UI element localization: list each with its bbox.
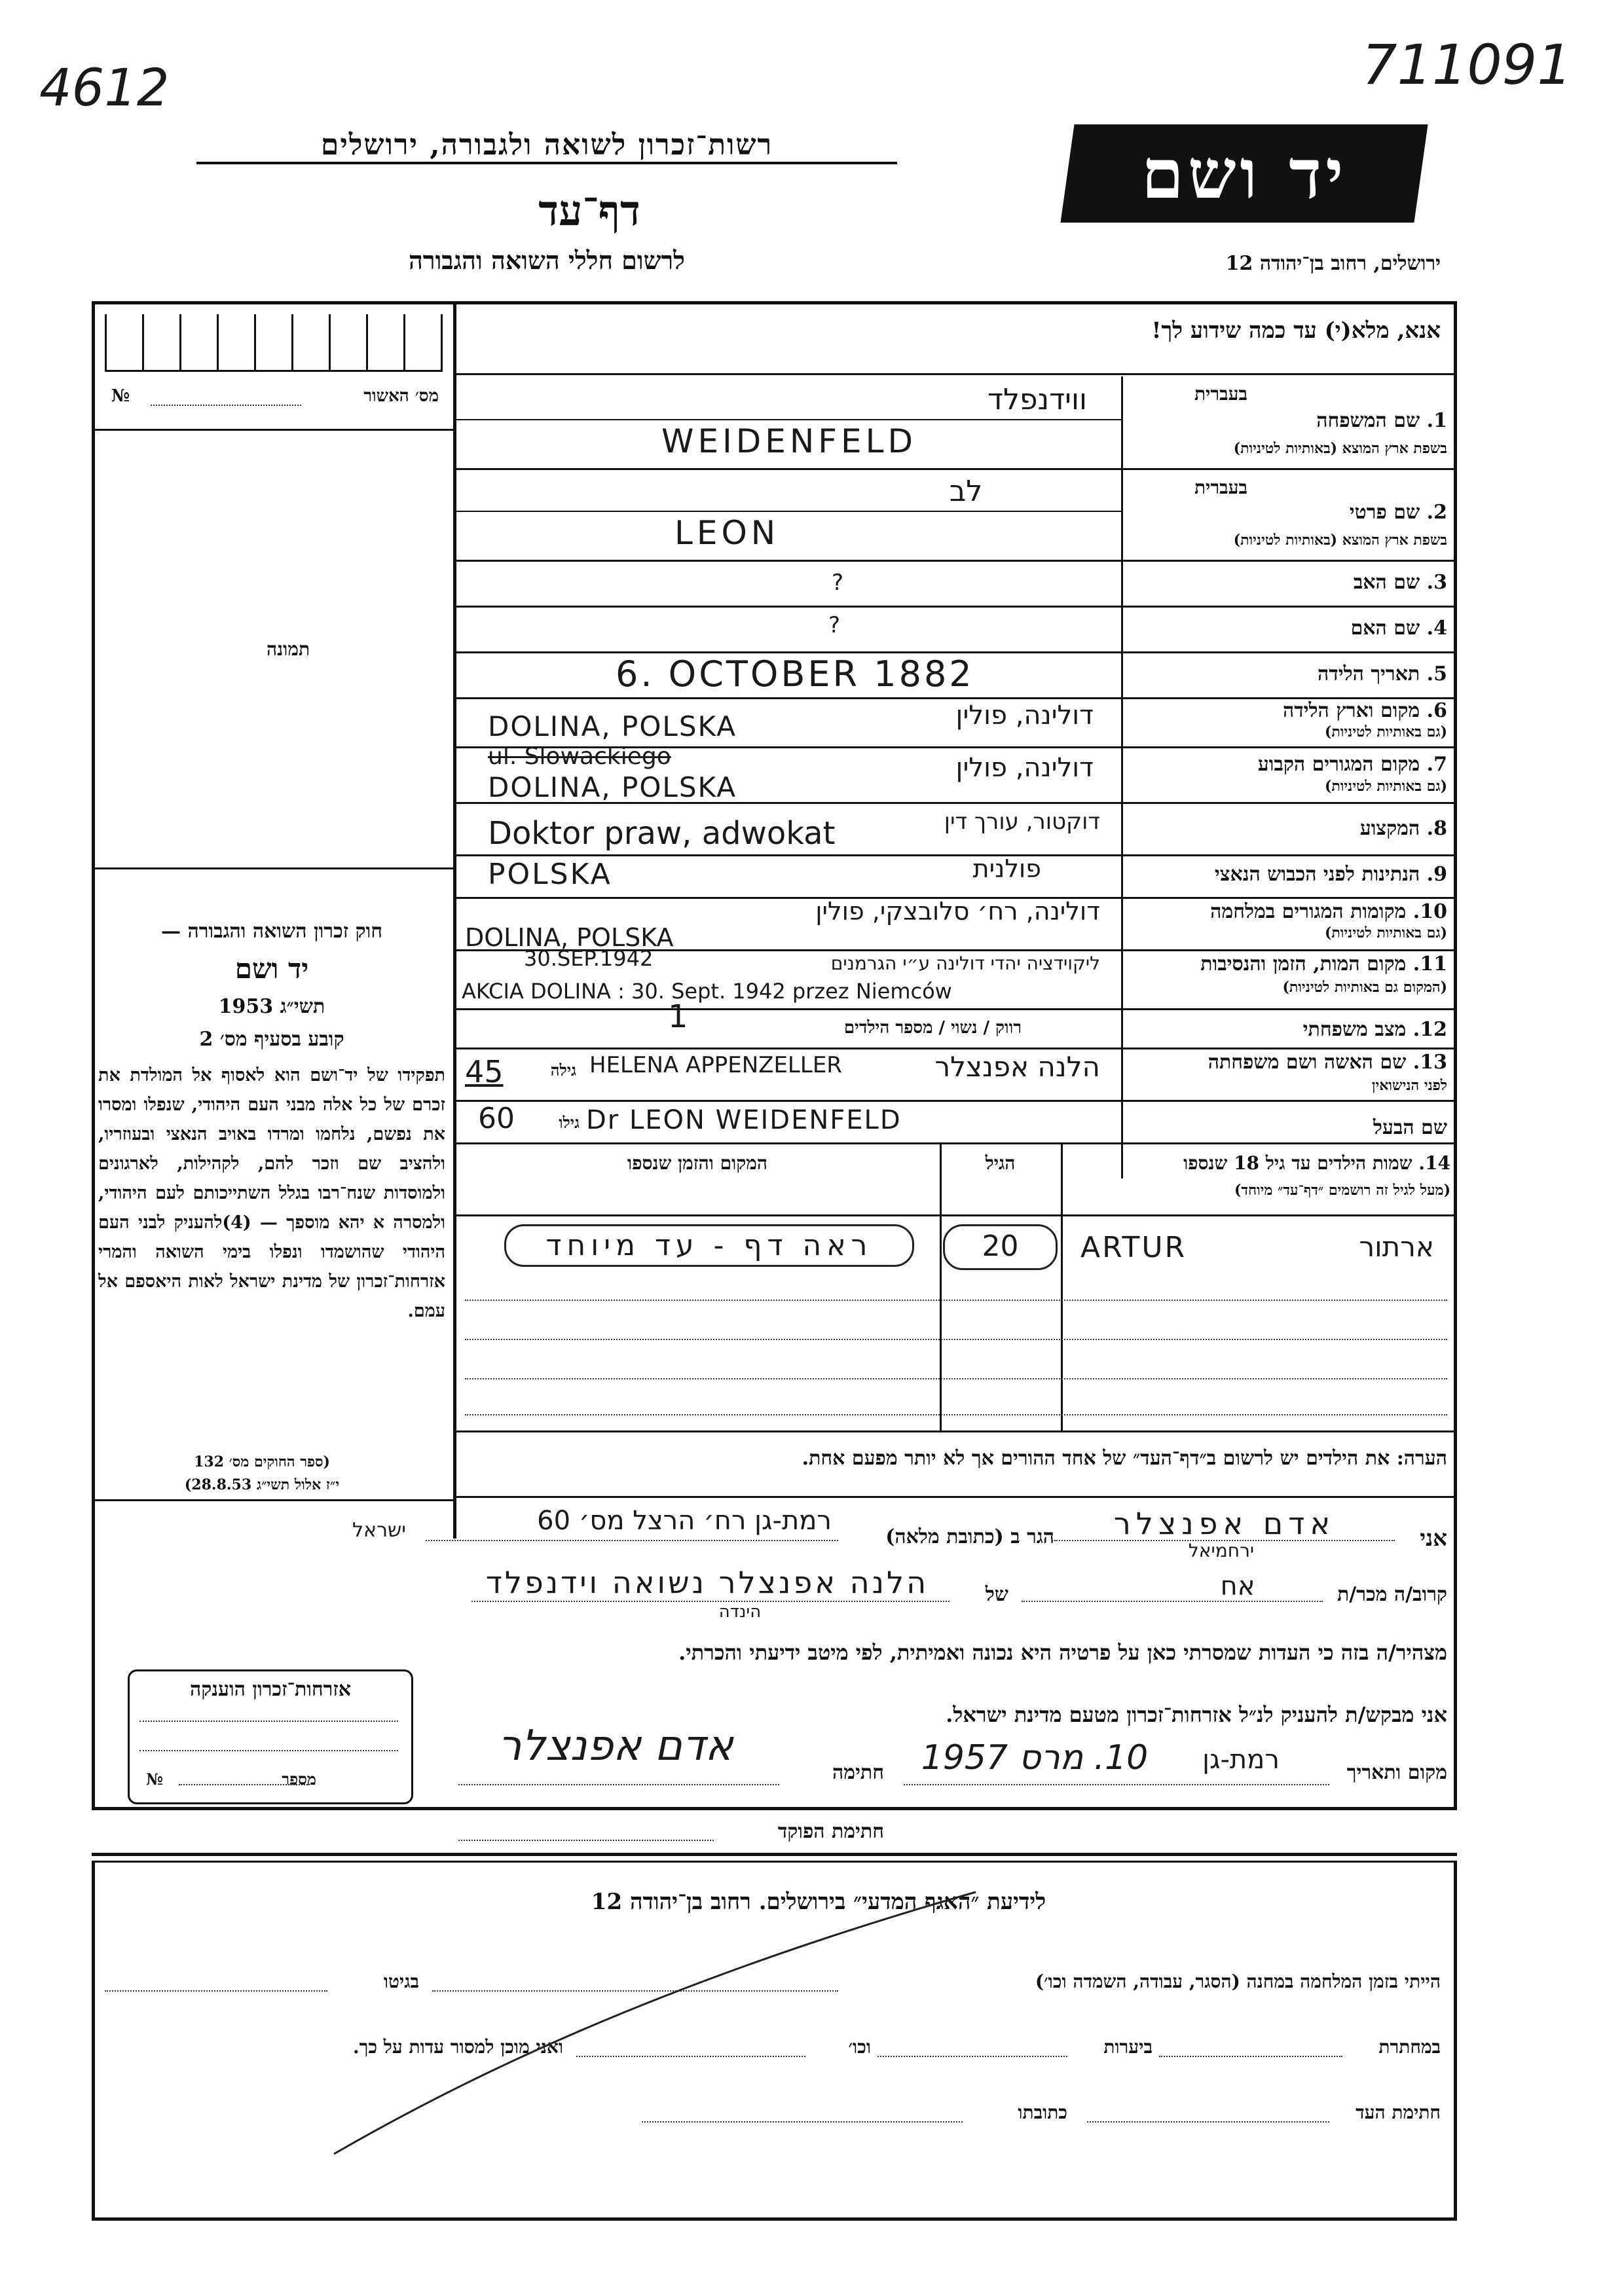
- law-line2: יד ושם: [234, 953, 309, 985]
- children-top-line: [453, 1142, 1457, 1144]
- row-line: [453, 1100, 1457, 1102]
- left-column-divider: [453, 301, 456, 1539]
- family-name-latin: WEIDENFELD: [661, 422, 917, 460]
- children-bottom-line: [453, 1430, 1457, 1432]
- row-line: [453, 419, 1121, 420]
- law-citation-2: י״ז אלול תשי״ג 28.8.53): [184, 1476, 340, 1493]
- law-line4: קובע בסעיף מס׳ 2: [199, 1028, 344, 1051]
- children-col-age-left: [940, 1142, 942, 1430]
- approval-label: מס׳ האשור: [363, 386, 439, 406]
- pen-stroke: [327, 1886, 982, 2160]
- org-title: רשות־זכרון לשואה ולגבורה, ירושלים: [196, 128, 897, 164]
- approval-dotline: [151, 405, 301, 406]
- children-heading: 14. שמות הילדים עד גיל 18 שנספו: [1183, 1152, 1450, 1174]
- approval-ticks: [105, 314, 443, 372]
- photo-label: תמונה: [266, 638, 310, 660]
- children-col-place: המקום והזמן שנספו: [627, 1152, 767, 1174]
- children-col-age: הגיל: [985, 1152, 1016, 1174]
- row-line: [453, 560, 1457, 562]
- declaration-request: אני מבקש/ת להעניק לנ״ל אזרחות־זכרון מטעם מדינת ישראל.: [946, 1702, 1447, 1727]
- children-row-line: [465, 1339, 1447, 1340]
- law-citation-1: (ספר החוקים מס׳ 132: [194, 1453, 330, 1470]
- children-heading-sub: (מעל לגיל זה רושמים ״דף־עד״ מיוחד): [1234, 1182, 1450, 1199]
- form-subtitle: לרשום חללי השואה והגבורה: [409, 246, 685, 275]
- first-name-hebrew: לב: [949, 475, 983, 508]
- citizenship-box: אזרחות־זכרון הוענקה מספר №: [128, 1669, 413, 1804]
- row-line: [453, 468, 1457, 470]
- footer-top-line: [92, 1853, 1457, 1856]
- instruction-text: אנא, מלא(י) עד כמה שידוע לך!: [1151, 318, 1441, 344]
- form-title: דף־עד: [538, 187, 640, 236]
- law-body: תפקידו של יד־ושם הוא לאסוף אל המולדת את זכרם של כל אלה מבני העם היהודי, שנפלו ומסרו את נפשם, נלחמו ומרדו באויב הנאצי ובעוזריו, ולהציב שם וזכר להם, לקהילות, לארגונים ולמוסדות שנח־רבו בגלל השתייכותם לעם היהודי, ולמסרה א יהא מוספך — (4)להעניק לבני העם היהודי שהושמדו ונפלו בימי השואה והמרי אזרחות־זכרון של מדינת ישראל לאות היאספם אל עמם.: [98, 1065, 445, 1321]
- approval-bottom-line: [92, 429, 453, 431]
- note-bottom-line: [453, 1496, 1457, 1498]
- row-line: [453, 1048, 1457, 1049]
- handwritten-number-top-right: 711091: [1362, 33, 1572, 97]
- law-line3: תשי״ג 1953: [218, 995, 325, 1018]
- law-box-bottom-line: [92, 1499, 453, 1501]
- header-address: ירושלים, רחוב בן־יהודה 12: [1225, 252, 1441, 275]
- footer-title: לידיעת ״האגף המדעי״ בירושלים. רחוב בן־יהודה 12: [591, 1889, 1046, 1915]
- children-header-line: [453, 1214, 1457, 1216]
- row-line: [453, 606, 1457, 608]
- instruction-row-line: [453, 373, 1457, 375]
- yad-vashem-logo: יד ושם: [1060, 124, 1428, 223]
- approval-no-sign: №: [111, 386, 130, 406]
- note-text: הערה: את הילדים יש לרשום ב״דף־העד״ של אחד ההורים אך לא יותר מפעם אחת.: [802, 1447, 1447, 1470]
- children-col-age-right: [1061, 1142, 1063, 1430]
- law-box-top-line: [92, 867, 453, 869]
- row-line: [453, 511, 1121, 512]
- first-name-latin: LEON: [674, 514, 780, 552]
- children-row-line: [465, 1300, 1447, 1301]
- children-row-line: [465, 1414, 1447, 1415]
- declaration-statement: מצהיר/ה בזה כי העדות שמסרתי כאן על פרטיה היא נכונה ואמיתית, לפי מיטב ידיעתי והכרתי.: [678, 1640, 1447, 1665]
- handwritten-number-top-left: 4612: [39, 59, 170, 118]
- children-row-line: [465, 1378, 1447, 1379]
- law-line1: חוק זכרון השואה והגבורה —: [161, 920, 382, 943]
- family-name-hebrew: ווידנפלד: [987, 383, 1087, 416]
- row-line: [453, 1008, 1457, 1010]
